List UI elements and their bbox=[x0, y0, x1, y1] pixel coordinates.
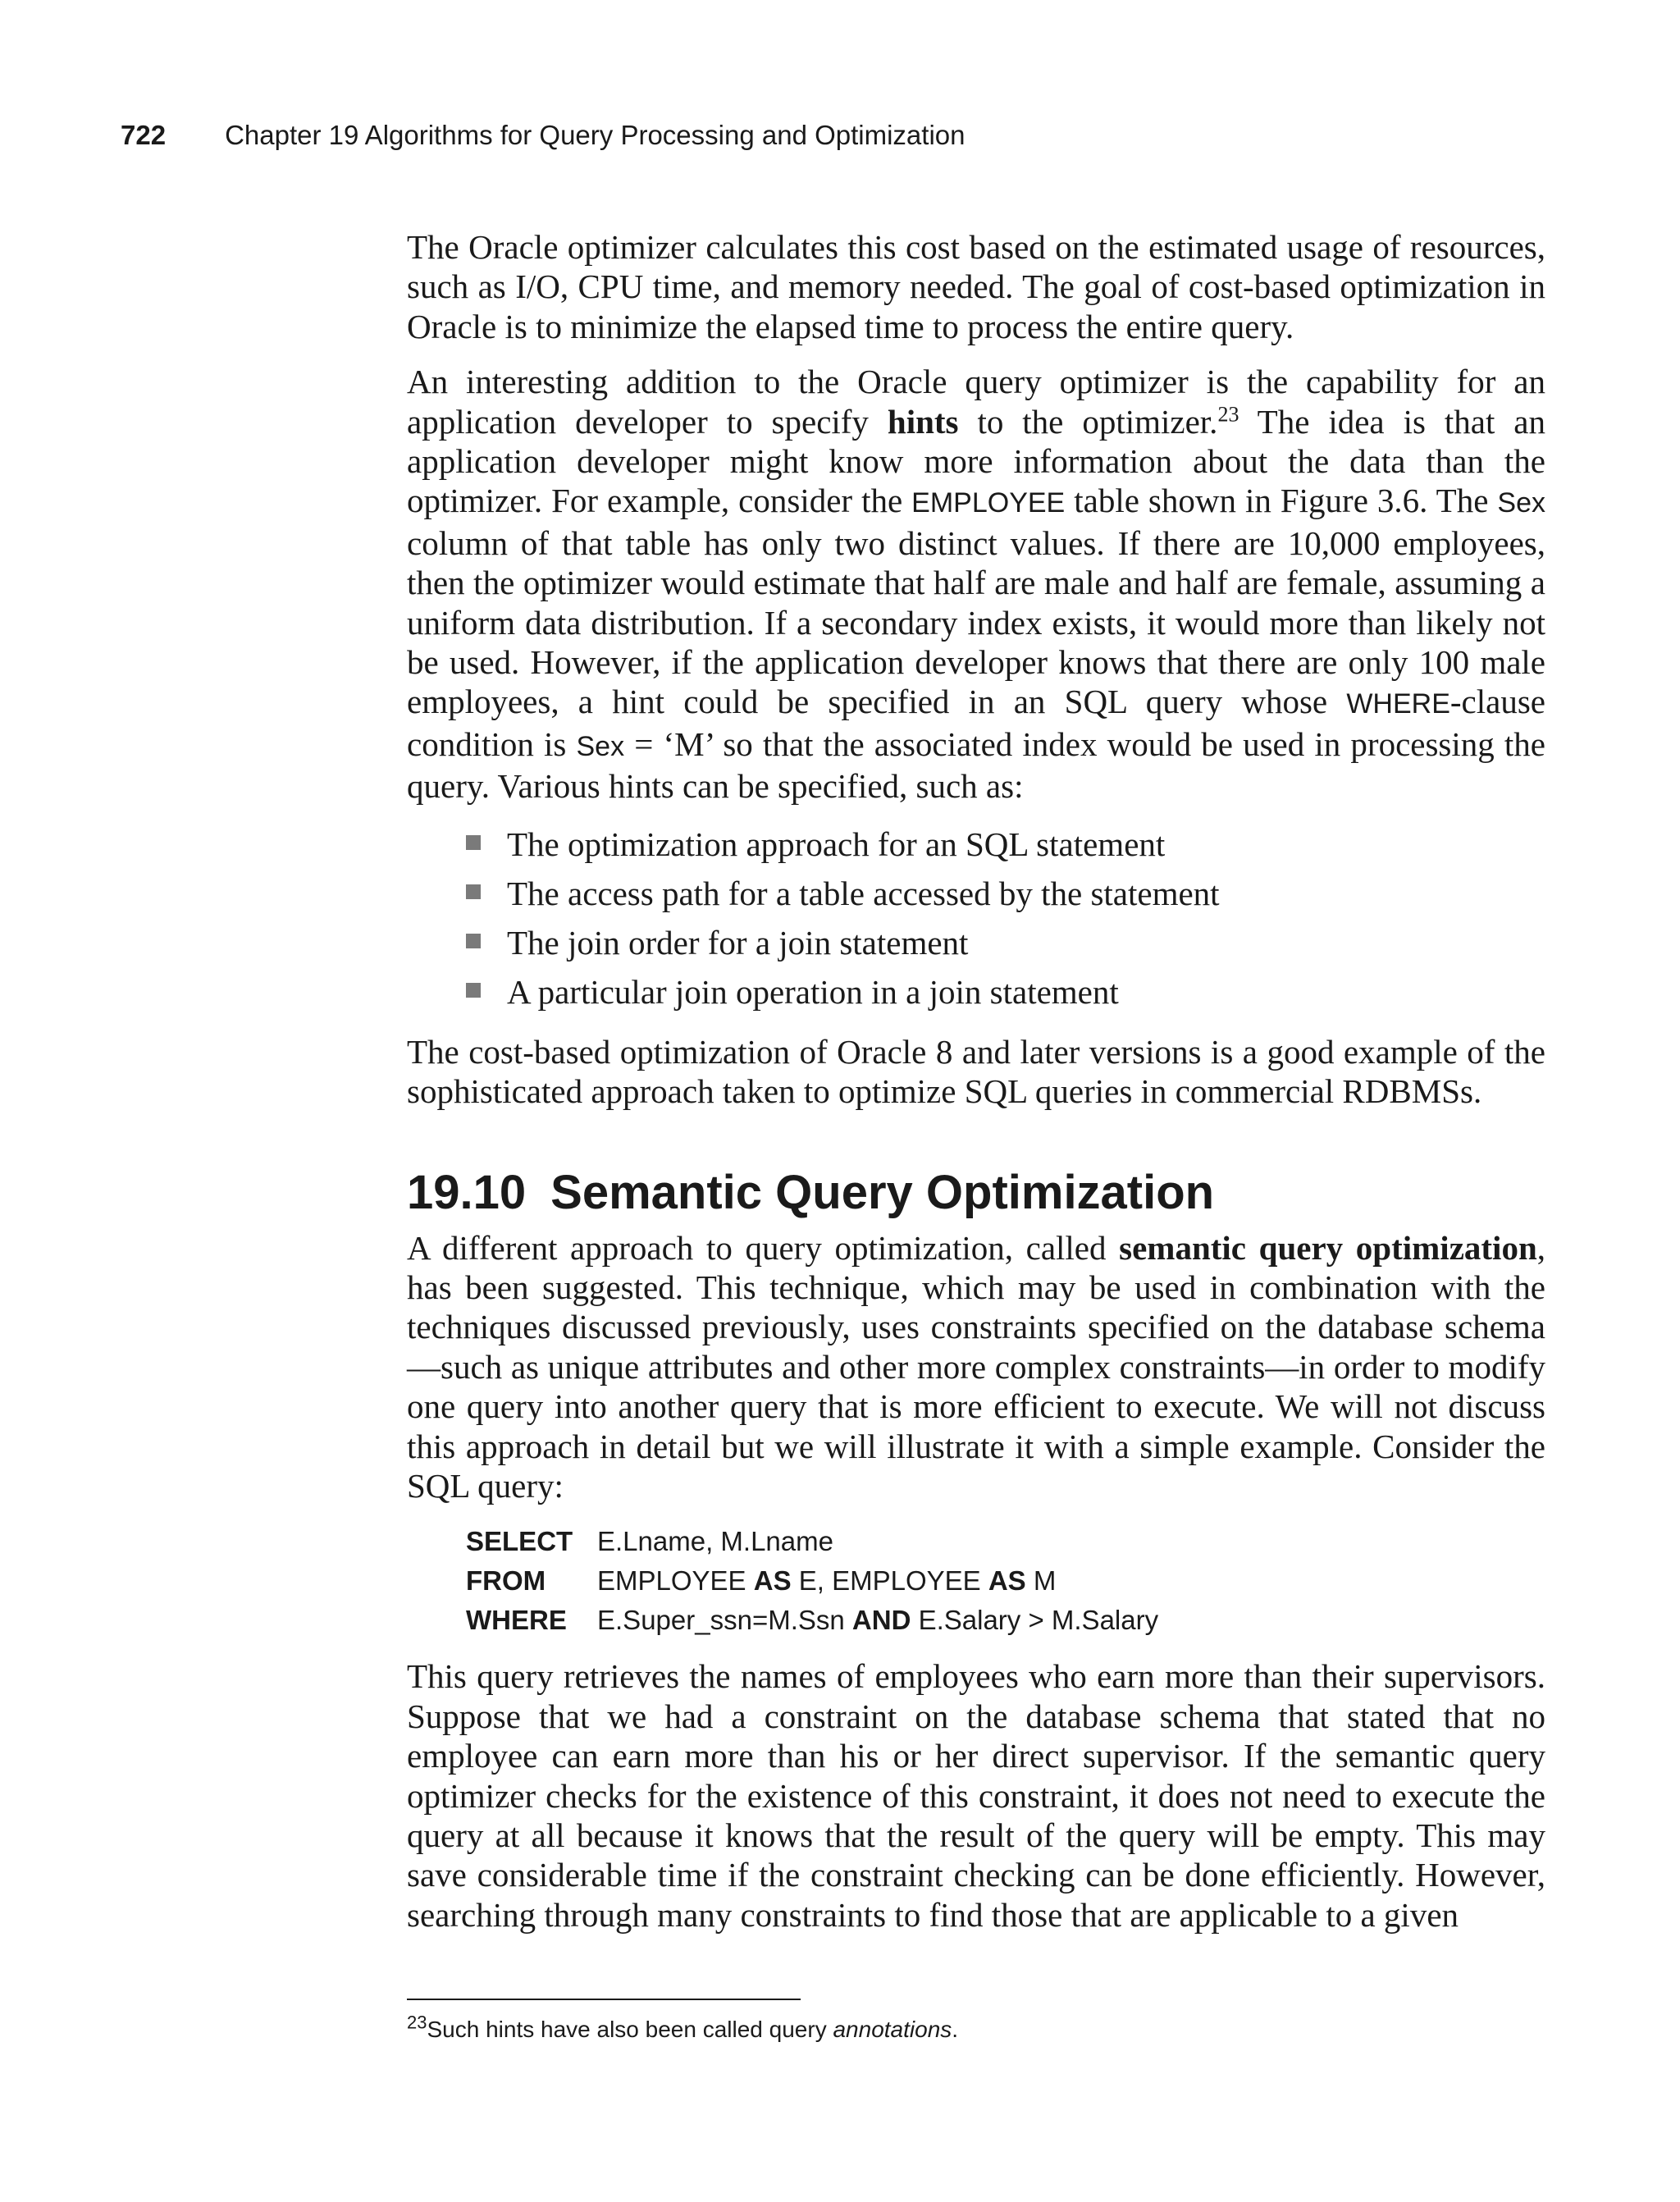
footnote-ref[interactable]: 23 bbox=[1217, 401, 1239, 426]
sql-query-block bbox=[466, 1522, 1158, 1640]
footnote-number: 23 bbox=[407, 2012, 427, 2033]
page-body bbox=[407, 227, 1545, 1935]
footnote-divider bbox=[407, 1999, 801, 2000]
paragraph-oracle-8: The cost-based optimization of Oracle 8 and later versions is a good example of the sophisticated approach taken to optimize SQL queries in commercial RDBMSs. bbox=[407, 1032, 1545, 1111]
page-header bbox=[121, 120, 966, 151]
section-heading bbox=[407, 1164, 1545, 1222]
paragraph-query-explanation: This query retrieves the names of employees who earn more than their supervisors. Suppose that we had a constraint on the database schema that stated that no employee can earn more than his or her direct supervisor. If the semantic query optimizer checks for the existence of this constraint, it does not need to execute the query at all because it knows that the result of the query will be empty. This may save considerable time if the constraint checking can be done efficiently. However, searching through many constraints to find those that are applicable to a given bbox=[407, 1657, 1545, 1934]
hints-list bbox=[407, 820, 1545, 1016]
sql-where-condition: E.Super_ssn=M.Ssn AND E.Salary > M.Salary bbox=[597, 1605, 1159, 1636]
sql-keyword-where: WHERE bbox=[466, 1605, 567, 1636]
page-number: 722 bbox=[121, 120, 167, 150]
sql-keyword-from: FROM bbox=[466, 1565, 546, 1597]
code-employee: EMPLOYEE bbox=[911, 487, 1066, 519]
sql-keyword-select: SELECT bbox=[466, 1526, 573, 1557]
running-head: Chapter 19 Algorithms for Query Processing and Optimization bbox=[225, 120, 966, 150]
list-item: The optimization approach for an SQL statement bbox=[466, 820, 1545, 869]
sql-line-select bbox=[466, 1522, 1158, 1561]
code-sex-2: Sex bbox=[576, 730, 625, 762]
paragraph-semantic-intro: A different approach to query optimization, called semantic query optimization, has been suggested. This technique, which may be used in combination with the techniques discussed previously, uses constraints specified on the database schema—such as unique attributes and other more complex constraints—in order to modify one query into another query that is more efficient to execute. We will not discuss this approach in detail but we will illustrate it with a simple example. Consider the SQL query: bbox=[407, 1228, 1545, 1505]
sql-line-where bbox=[466, 1601, 1158, 1640]
square-bullet-icon bbox=[466, 983, 481, 998]
sql-from-list: EMPLOYEE AS E, EMPLOYEE AS M bbox=[597, 1565, 1057, 1597]
list-item: A particular join operation in a join statement bbox=[466, 967, 1545, 1016]
footnote-italic-term: annotations bbox=[833, 2017, 952, 2042]
footnote: $^{23}$Such hints have also been called query annotations. bbox=[407, 2012, 959, 2042]
paragraph-oracle-cost: The Oracle optimizer calculates this cost based on the estimated usage of resources, such as I/O, CPU time, and memory needed. The goal of cost-based optimization in Oracle is to minimize the elapsed time to process the entire query. bbox=[407, 228, 1545, 345]
square-bullet-icon bbox=[466, 835, 481, 850]
sql-line-from bbox=[466, 1561, 1158, 1601]
code-where: WHERE bbox=[1346, 688, 1450, 720]
paragraph-hints: An interesting addition to the Oracle query optimizer is the capability for an application developer to specify hints to the optimizer.$^{23}$ The idea is that an application developer might know more information about the data than the optimizer. For example, consider the EMPLOYEE table shown in Figure 3.6. The Sex column of that table has only two distinct values. If there are 10,000 employees, then the optimizer would estimate that half are male and half are female, assuming a uniform data distribution. If a secondary index exists, it would more than likely not be used. However, if the application developer knows that there are only 100 male employees, a hint could be specified in an SQL query whose WHERE-clause condition is Sex = ‘M’ so that the associated index would be used in processing the query. Various hints can be specified, such as: bbox=[407, 363, 1546, 806]
list-item: The access path for a table accessed by the statement bbox=[466, 869, 1545, 918]
code-sex: Sex bbox=[1497, 487, 1545, 519]
term-hints: hints bbox=[887, 402, 959, 441]
square-bullet-icon bbox=[466, 884, 481, 899]
square-bullet-icon bbox=[466, 934, 481, 948]
section-title: Semantic Query Optimization bbox=[550, 1165, 1215, 1219]
sql-select-list: E.Lname, M.Lname bbox=[597, 1526, 833, 1557]
section-number: 19.10 bbox=[407, 1165, 527, 1219]
term-semantic-query-optimization: semantic query optimization bbox=[1119, 1228, 1537, 1267]
list-item: The join order for a join statement bbox=[466, 918, 1545, 967]
